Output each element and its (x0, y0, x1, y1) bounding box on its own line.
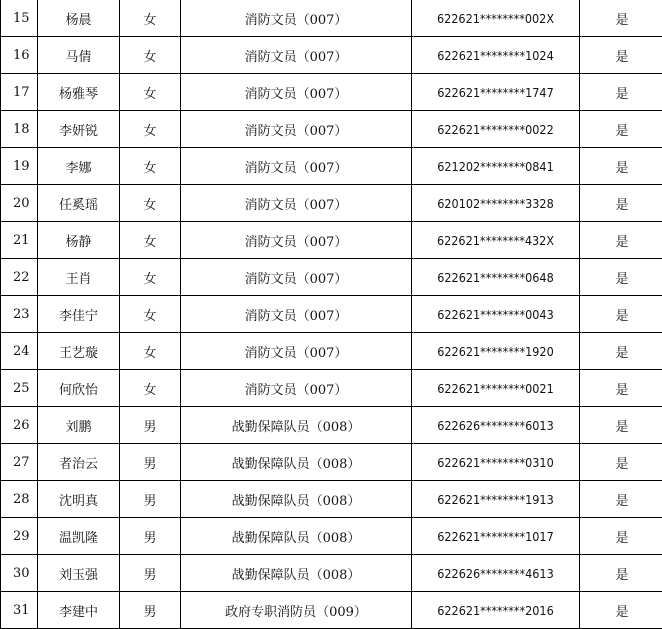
gender-cell: 男 (120, 518, 181, 555)
serial-number-cell: 26 (1, 407, 38, 444)
gender-cell: 女 (120, 222, 181, 259)
name-cell: 李娜 (38, 148, 120, 185)
qualified-cell: 是 (580, 333, 662, 370)
position-cell: 消防文员（007） (181, 0, 412, 37)
gender-cell: 女 (120, 259, 181, 296)
qualified-cell: 是 (580, 259, 662, 296)
gender-cell: 男 (120, 444, 181, 481)
table-row (1, 555, 662, 592)
position-cell: 消防文员（007） (181, 296, 412, 333)
qualified-cell: 是 (580, 0, 662, 37)
gender-cell: 女 (120, 296, 181, 333)
position-cell: 消防文员（007） (181, 111, 412, 148)
qualified-cell: 是 (580, 37, 662, 74)
table-row (1, 444, 662, 481)
table-row (1, 259, 662, 296)
gender-cell: 女 (120, 370, 181, 407)
gender-cell: 女 (120, 148, 181, 185)
gender-cell: 女 (120, 74, 181, 111)
id-number-cell: 622621********0648 (412, 259, 580, 296)
serial-number-cell: 20 (1, 185, 38, 222)
id-number-cell: 622626********6013 (412, 407, 580, 444)
name-cell: 何欣怡 (38, 370, 120, 407)
qualified-cell: 是 (580, 222, 662, 259)
gender-cell: 女 (120, 37, 181, 74)
gender-cell: 男 (120, 481, 181, 518)
qualified-cell: 是 (580, 592, 662, 629)
id-number-cell: 622621********1024 (412, 37, 580, 74)
table-row (1, 592, 662, 629)
table-row (1, 111, 662, 148)
position-cell: 消防文员（007） (181, 222, 412, 259)
table-row (1, 333, 662, 370)
table-row (1, 222, 662, 259)
name-cell: 杨雅琴 (38, 74, 120, 111)
position-cell: 消防文员（007） (181, 148, 412, 185)
name-cell: 马倩 (38, 37, 120, 74)
table-body (1, 0, 662, 629)
gender-cell: 女 (120, 333, 181, 370)
qualified-cell: 是 (580, 407, 662, 444)
qualified-cell: 是 (580, 370, 662, 407)
id-number-cell: 622621********002X (412, 0, 580, 37)
position-cell: 消防文员（007） (181, 37, 412, 74)
qualified-cell: 是 (580, 444, 662, 481)
name-cell: 王肖 (38, 259, 120, 296)
qualified-cell: 是 (580, 481, 662, 518)
id-number-cell: 622621********1920 (412, 333, 580, 370)
id-number-cell: 622621********1913 (412, 481, 580, 518)
serial-number-cell: 28 (1, 481, 38, 518)
serial-number-cell: 19 (1, 148, 38, 185)
serial-number-cell: 23 (1, 296, 38, 333)
serial-number-cell: 31 (1, 592, 38, 629)
table-row (1, 0, 662, 37)
table-row (1, 37, 662, 74)
table-row (1, 74, 662, 111)
gender-cell: 男 (120, 407, 181, 444)
name-cell: 刘玉强 (38, 555, 120, 592)
id-number-cell: 622621********2016 (412, 592, 580, 629)
table-row (1, 185, 662, 222)
position-cell: 消防文员（007） (181, 333, 412, 370)
table-row (1, 296, 662, 333)
serial-number-cell: 24 (1, 333, 38, 370)
table-row (1, 481, 662, 518)
name-cell: 李建中 (38, 592, 120, 629)
id-number-cell: 622621********0043 (412, 296, 580, 333)
name-cell: 杨晨 (38, 0, 120, 37)
table-row (1, 518, 662, 555)
serial-number-cell: 16 (1, 37, 38, 74)
serial-number-cell: 22 (1, 259, 38, 296)
serial-number-cell: 15 (1, 0, 38, 37)
id-number-cell: 620102********3328 (412, 185, 580, 222)
gender-cell: 男 (120, 555, 181, 592)
gender-cell: 女 (120, 0, 181, 37)
position-cell: 政府专职消防员（009） (181, 592, 412, 629)
qualified-cell: 是 (580, 111, 662, 148)
serial-number-cell: 21 (1, 222, 38, 259)
serial-number-cell: 29 (1, 518, 38, 555)
qualified-cell: 是 (580, 148, 662, 185)
table-row (1, 370, 662, 407)
id-number-cell: 622621********1017 (412, 518, 580, 555)
position-cell: 战勤保障队员（008） (181, 518, 412, 555)
table-row (1, 148, 662, 185)
serial-number-cell: 30 (1, 555, 38, 592)
qualified-cell: 是 (580, 296, 662, 333)
gender-cell: 女 (120, 111, 181, 148)
position-cell: 战勤保障队员（008） (181, 407, 412, 444)
name-cell: 杨静 (38, 222, 120, 259)
position-cell: 消防文员（007） (181, 185, 412, 222)
gender-cell: 男 (120, 592, 181, 629)
id-number-cell: 622621********0022 (412, 111, 580, 148)
id-number-cell: 622621********0021 (412, 370, 580, 407)
position-cell: 战勤保障队员（008） (181, 444, 412, 481)
id-number-cell: 622626********4613 (412, 555, 580, 592)
name-cell: 王艺璇 (38, 333, 120, 370)
position-cell: 消防文员（007） (181, 259, 412, 296)
id-number-cell: 622621********1747 (412, 74, 580, 111)
qualified-cell: 是 (580, 555, 662, 592)
position-cell: 战勤保障队员（008） (181, 555, 412, 592)
serial-number-cell: 27 (1, 444, 38, 481)
name-cell: 温凯隆 (38, 518, 120, 555)
qualified-cell: 是 (580, 185, 662, 222)
position-cell: 战勤保障队员（008） (181, 481, 412, 518)
id-number-cell: 622621********432X (412, 222, 580, 259)
name-cell: 任奚瑶 (38, 185, 120, 222)
name-cell: 李妍锐 (38, 111, 120, 148)
gender-cell: 女 (120, 185, 181, 222)
id-number-cell: 621202********0841 (412, 148, 580, 185)
qualified-cell: 是 (580, 518, 662, 555)
position-cell: 消防文员（007） (181, 370, 412, 407)
serial-number-cell: 25 (1, 370, 38, 407)
name-cell: 李佳宁 (38, 296, 120, 333)
serial-number-cell: 17 (1, 74, 38, 111)
name-cell: 沈明真 (38, 481, 120, 518)
id-number-cell: 622621********0310 (412, 444, 580, 481)
name-cell: 刘鹏 (38, 407, 120, 444)
name-cell: 者治云 (38, 444, 120, 481)
serial-number-cell: 18 (1, 111, 38, 148)
table-row (1, 407, 662, 444)
position-cell: 消防文员（007） (181, 74, 412, 111)
qualified-cell: 是 (580, 74, 662, 111)
